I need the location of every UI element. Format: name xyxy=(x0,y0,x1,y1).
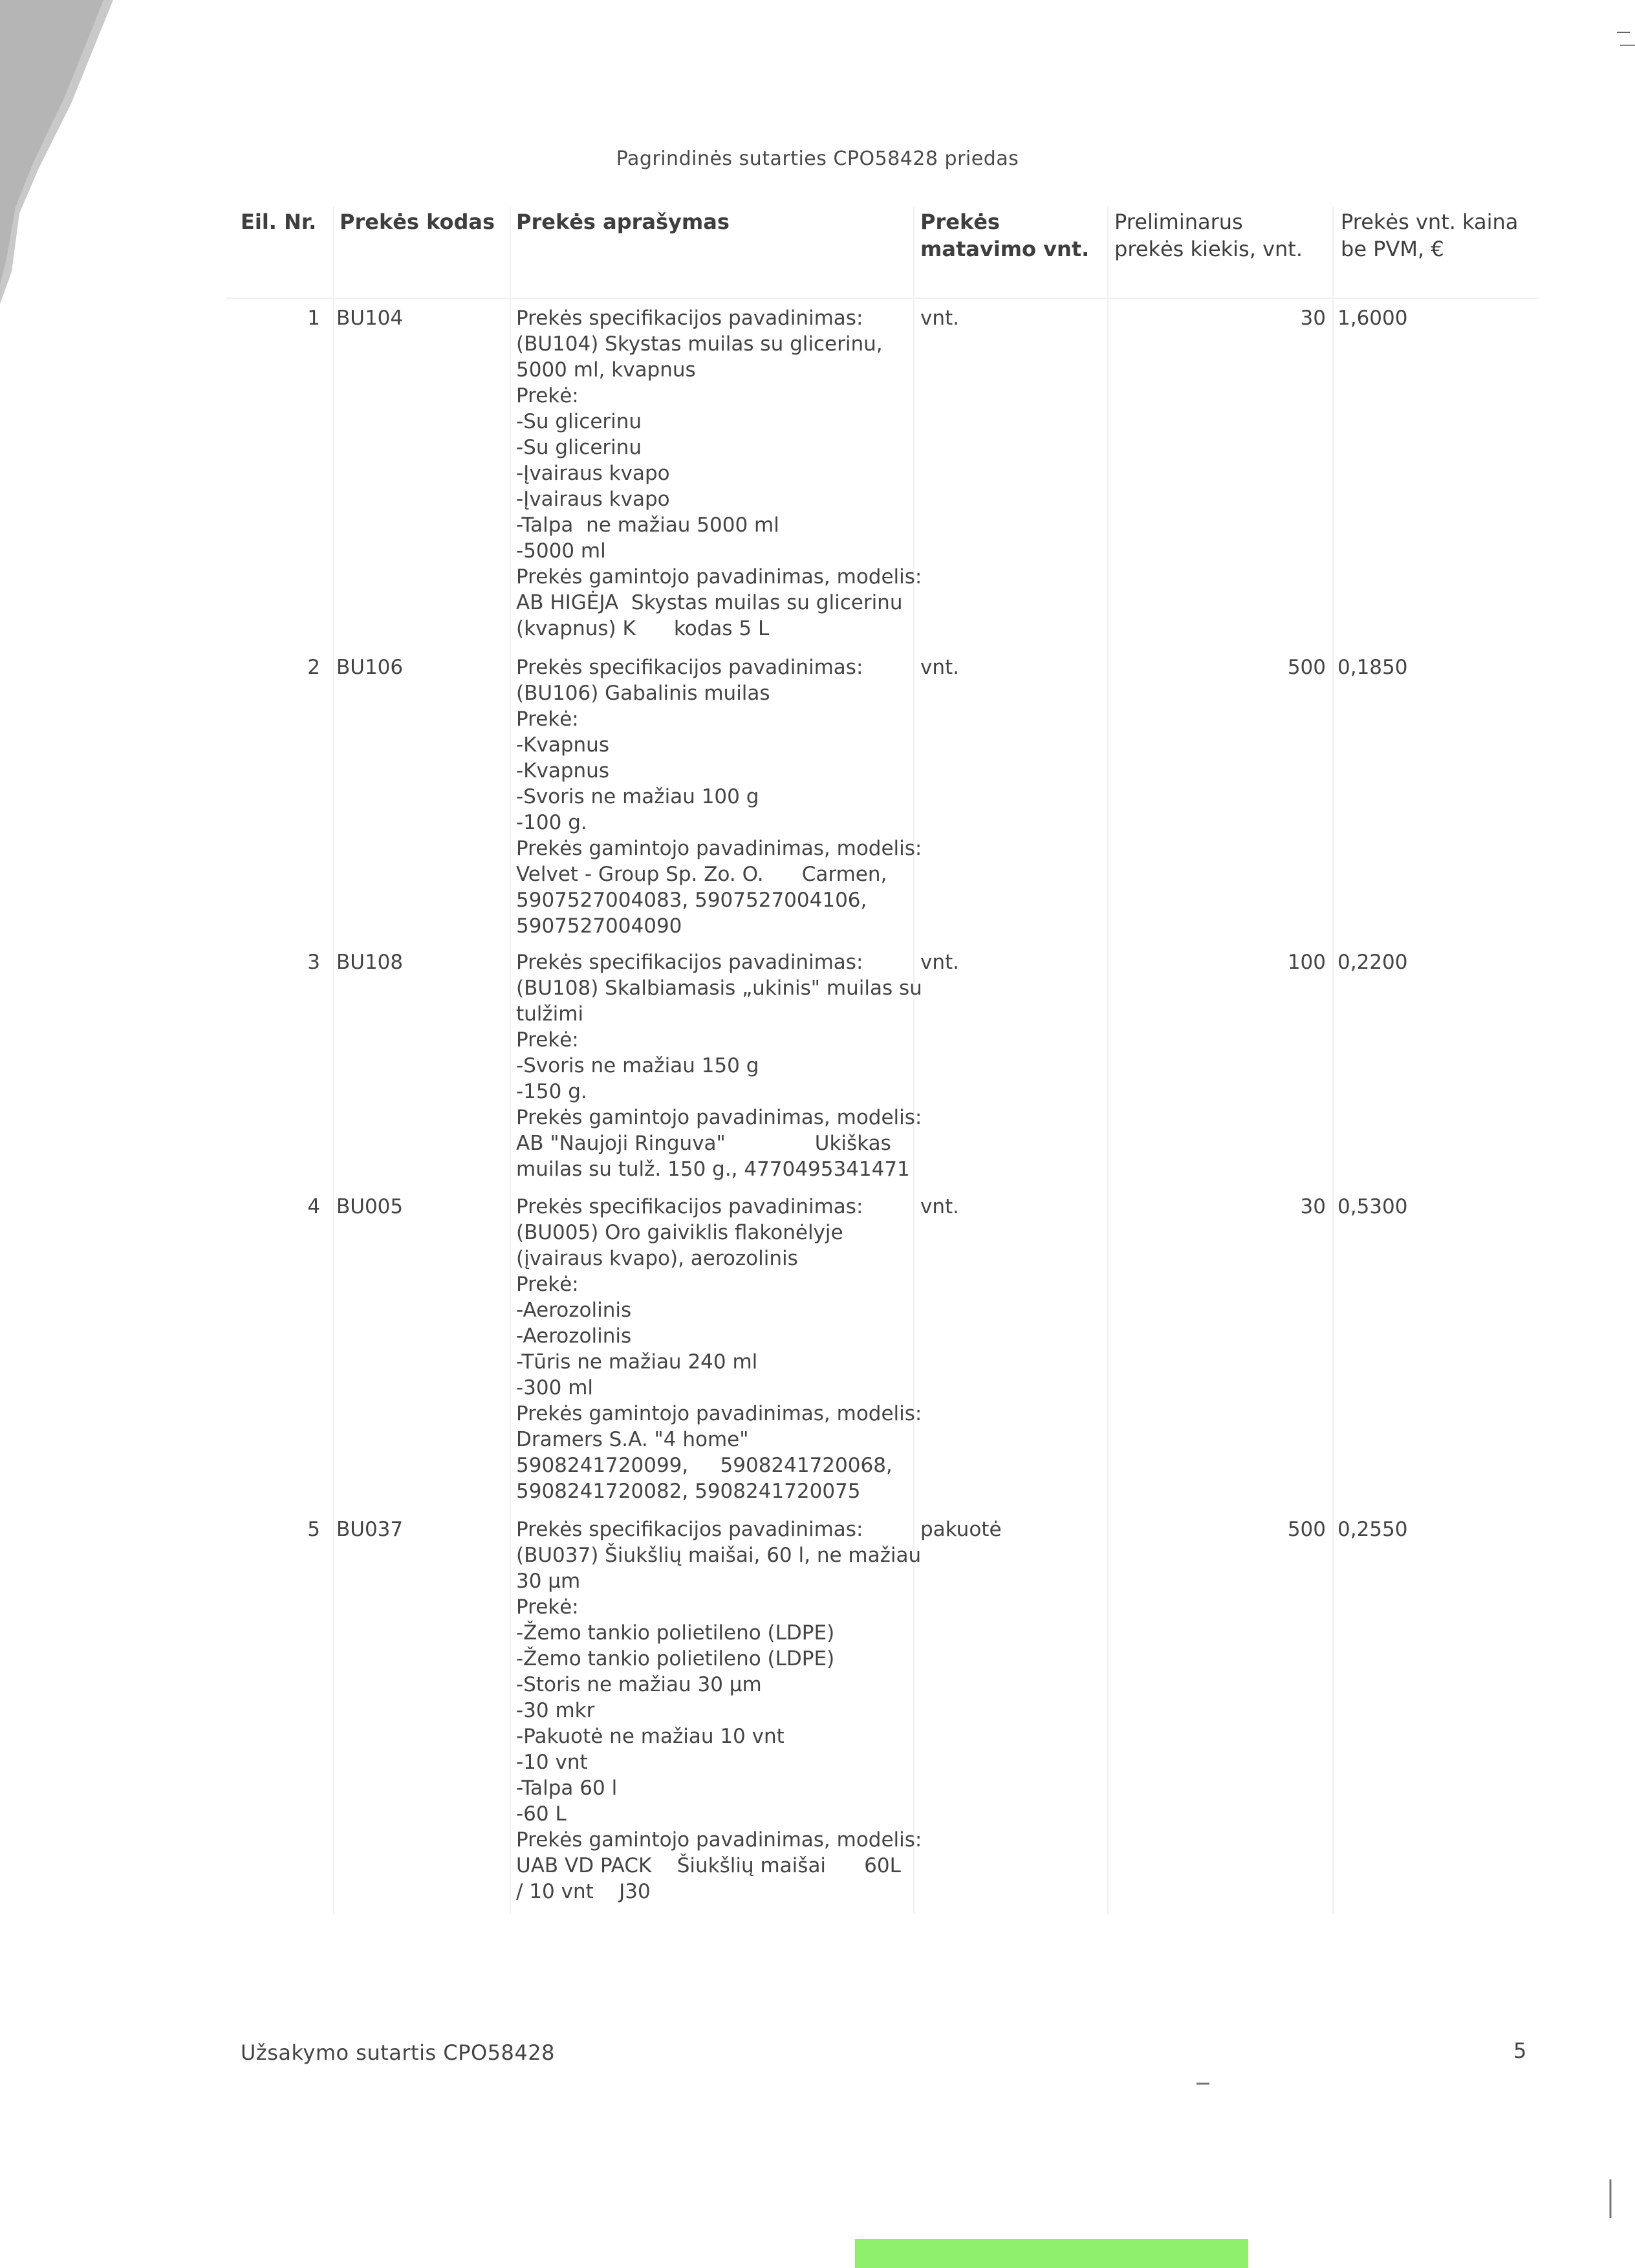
column-divider xyxy=(1107,207,1109,1914)
document-title: Pagrindinės sutarties CPO58428 priedas xyxy=(616,147,1019,170)
item-description: Prekės specifikacijos pavadinimas: (BU005) Oro gaiviklis flakonėlyje (įvairaus kvapo), aerozolinis Prekė: -Aerozolinis -Aerozolinis -Tūris ne mažiau 240 ml -300 ml Prekės gamintojo pavadinimas, modelis: Dramers S.A. "4 home" 5908241720099, 5908241720068, 5908241720082, 5908241720075 xyxy=(516,1195,922,1503)
header-item-code: Prekės kodas xyxy=(340,210,495,234)
row-number: 3 xyxy=(307,951,320,974)
header-quantity-line1: Preliminarus xyxy=(1114,210,1243,234)
item-quantity: 500 xyxy=(1287,656,1326,679)
item-description: Prekės specifikacijos pavadinimas: (BU108) Skalbiamasis „ukinis" muilas su tulžimi Prekė: -Svoris ne mažiau 150 g -150 g. Prekės gamintojo pavadinimas, modelis: AB "Naujoji Ringuva" Ukiškas muilas su tulž. 150 g., 4770495341471 xyxy=(516,951,922,1181)
item-code: BU005 xyxy=(336,1195,404,1218)
item-code: BU037 xyxy=(336,1518,404,1541)
item-description: Prekės specifikacijos pavadinimas: (BU106) Gabalinis muilas Prekė: -Kvapnus -Kvapnus -Svoris ne mažiau 100 g -100 g. Prekės gamintojo pavadinimas, modelis: Velvet - Group Sp. Zo. O. Carmen, 5907527004083, 5907527004106, 5907527004090 xyxy=(516,656,922,938)
header-unit xyxy=(920,208,1089,263)
item-unit: vnt. xyxy=(920,307,960,330)
item-description: Prekės specifikacijos pavadinimas: (BU104) Skystas muilas su glicerinu, 5000 ml, kvapnus Prekė: -Su glicerinu -Su glicerinu -Įvairaus kvapo -Įvairaus kvapo -Talpa ne mažiau 5000 ml -5000 ml Prekės gamintojo pavadinimas, modelis: AB HIGĖJA Skystas muilas su glicerinu (kvapnus) K kodas 5 L xyxy=(516,307,922,640)
item-unit: vnt. xyxy=(920,656,960,679)
header-price-line1: Prekės vnt. kaina xyxy=(1341,210,1519,234)
row-number: 5 xyxy=(307,1518,320,1541)
item-unit: vnt. xyxy=(920,951,960,974)
header-quantity-line2: prekės kiekis, vnt. xyxy=(1114,237,1303,261)
column-divider xyxy=(510,207,511,1914)
item-quantity: 30 xyxy=(1300,1195,1326,1218)
item-quantity: 30 xyxy=(1300,307,1326,330)
header-row-number: Eil. Nr. xyxy=(241,210,317,234)
page-number: 5 xyxy=(1513,2038,1527,2063)
item-quantity: 100 xyxy=(1287,951,1326,974)
item-price: 0,2200 xyxy=(1337,951,1408,974)
column-divider xyxy=(333,207,334,1914)
item-code: BU104 xyxy=(336,307,404,330)
header-price-line2: be PVM, € xyxy=(1341,237,1444,261)
item-quantity: 500 xyxy=(1287,1518,1326,1541)
header-unit-line1: Prekės xyxy=(920,210,1000,234)
item-code: BU106 xyxy=(336,656,404,679)
item-price: 1,6000 xyxy=(1337,307,1408,330)
column-divider xyxy=(1332,207,1334,1914)
header-quantity xyxy=(1114,208,1303,263)
item-unit: vnt. xyxy=(920,1195,960,1218)
item-code: BU108 xyxy=(336,951,404,974)
item-price: 0,1850 xyxy=(1337,656,1408,679)
green-tape-strip xyxy=(855,2239,1248,2268)
footer-contract-label: Užsakymo sutartis CPO58428 xyxy=(241,2040,555,2065)
item-price: 0,5300 xyxy=(1337,1195,1408,1218)
row-number: 1 xyxy=(307,307,320,330)
header-item-description: Prekės aprašymas xyxy=(516,210,730,234)
header-divider xyxy=(226,297,1539,299)
header-unit-line2: matavimo vnt. xyxy=(920,237,1090,261)
item-price: 0,2550 xyxy=(1337,1518,1408,1541)
row-number: 4 xyxy=(307,1195,320,1218)
item-unit: pakuotė xyxy=(920,1518,1002,1541)
item-description: Prekės specifikacijos pavadinimas: (BU037) Šiukšlių maišai, 60 l, ne mažiau 30 μm Prekė: -Žemo tankio polietileno (LDPE) -Žemo tankio polietileno (LDPE) -Storis ne mažiau 30 μm -30 mkr -Pakuotė ne mažiau 10 vnt -10 vnt -Talpa 60 l -60 L Prekės gamintojo pavadinimas, modelis: UAB VD PACK Šiukšlių maišai 60L / 10 vnt J30 xyxy=(516,1518,922,1903)
header-price xyxy=(1341,208,1518,263)
row-number: 2 xyxy=(307,656,320,679)
